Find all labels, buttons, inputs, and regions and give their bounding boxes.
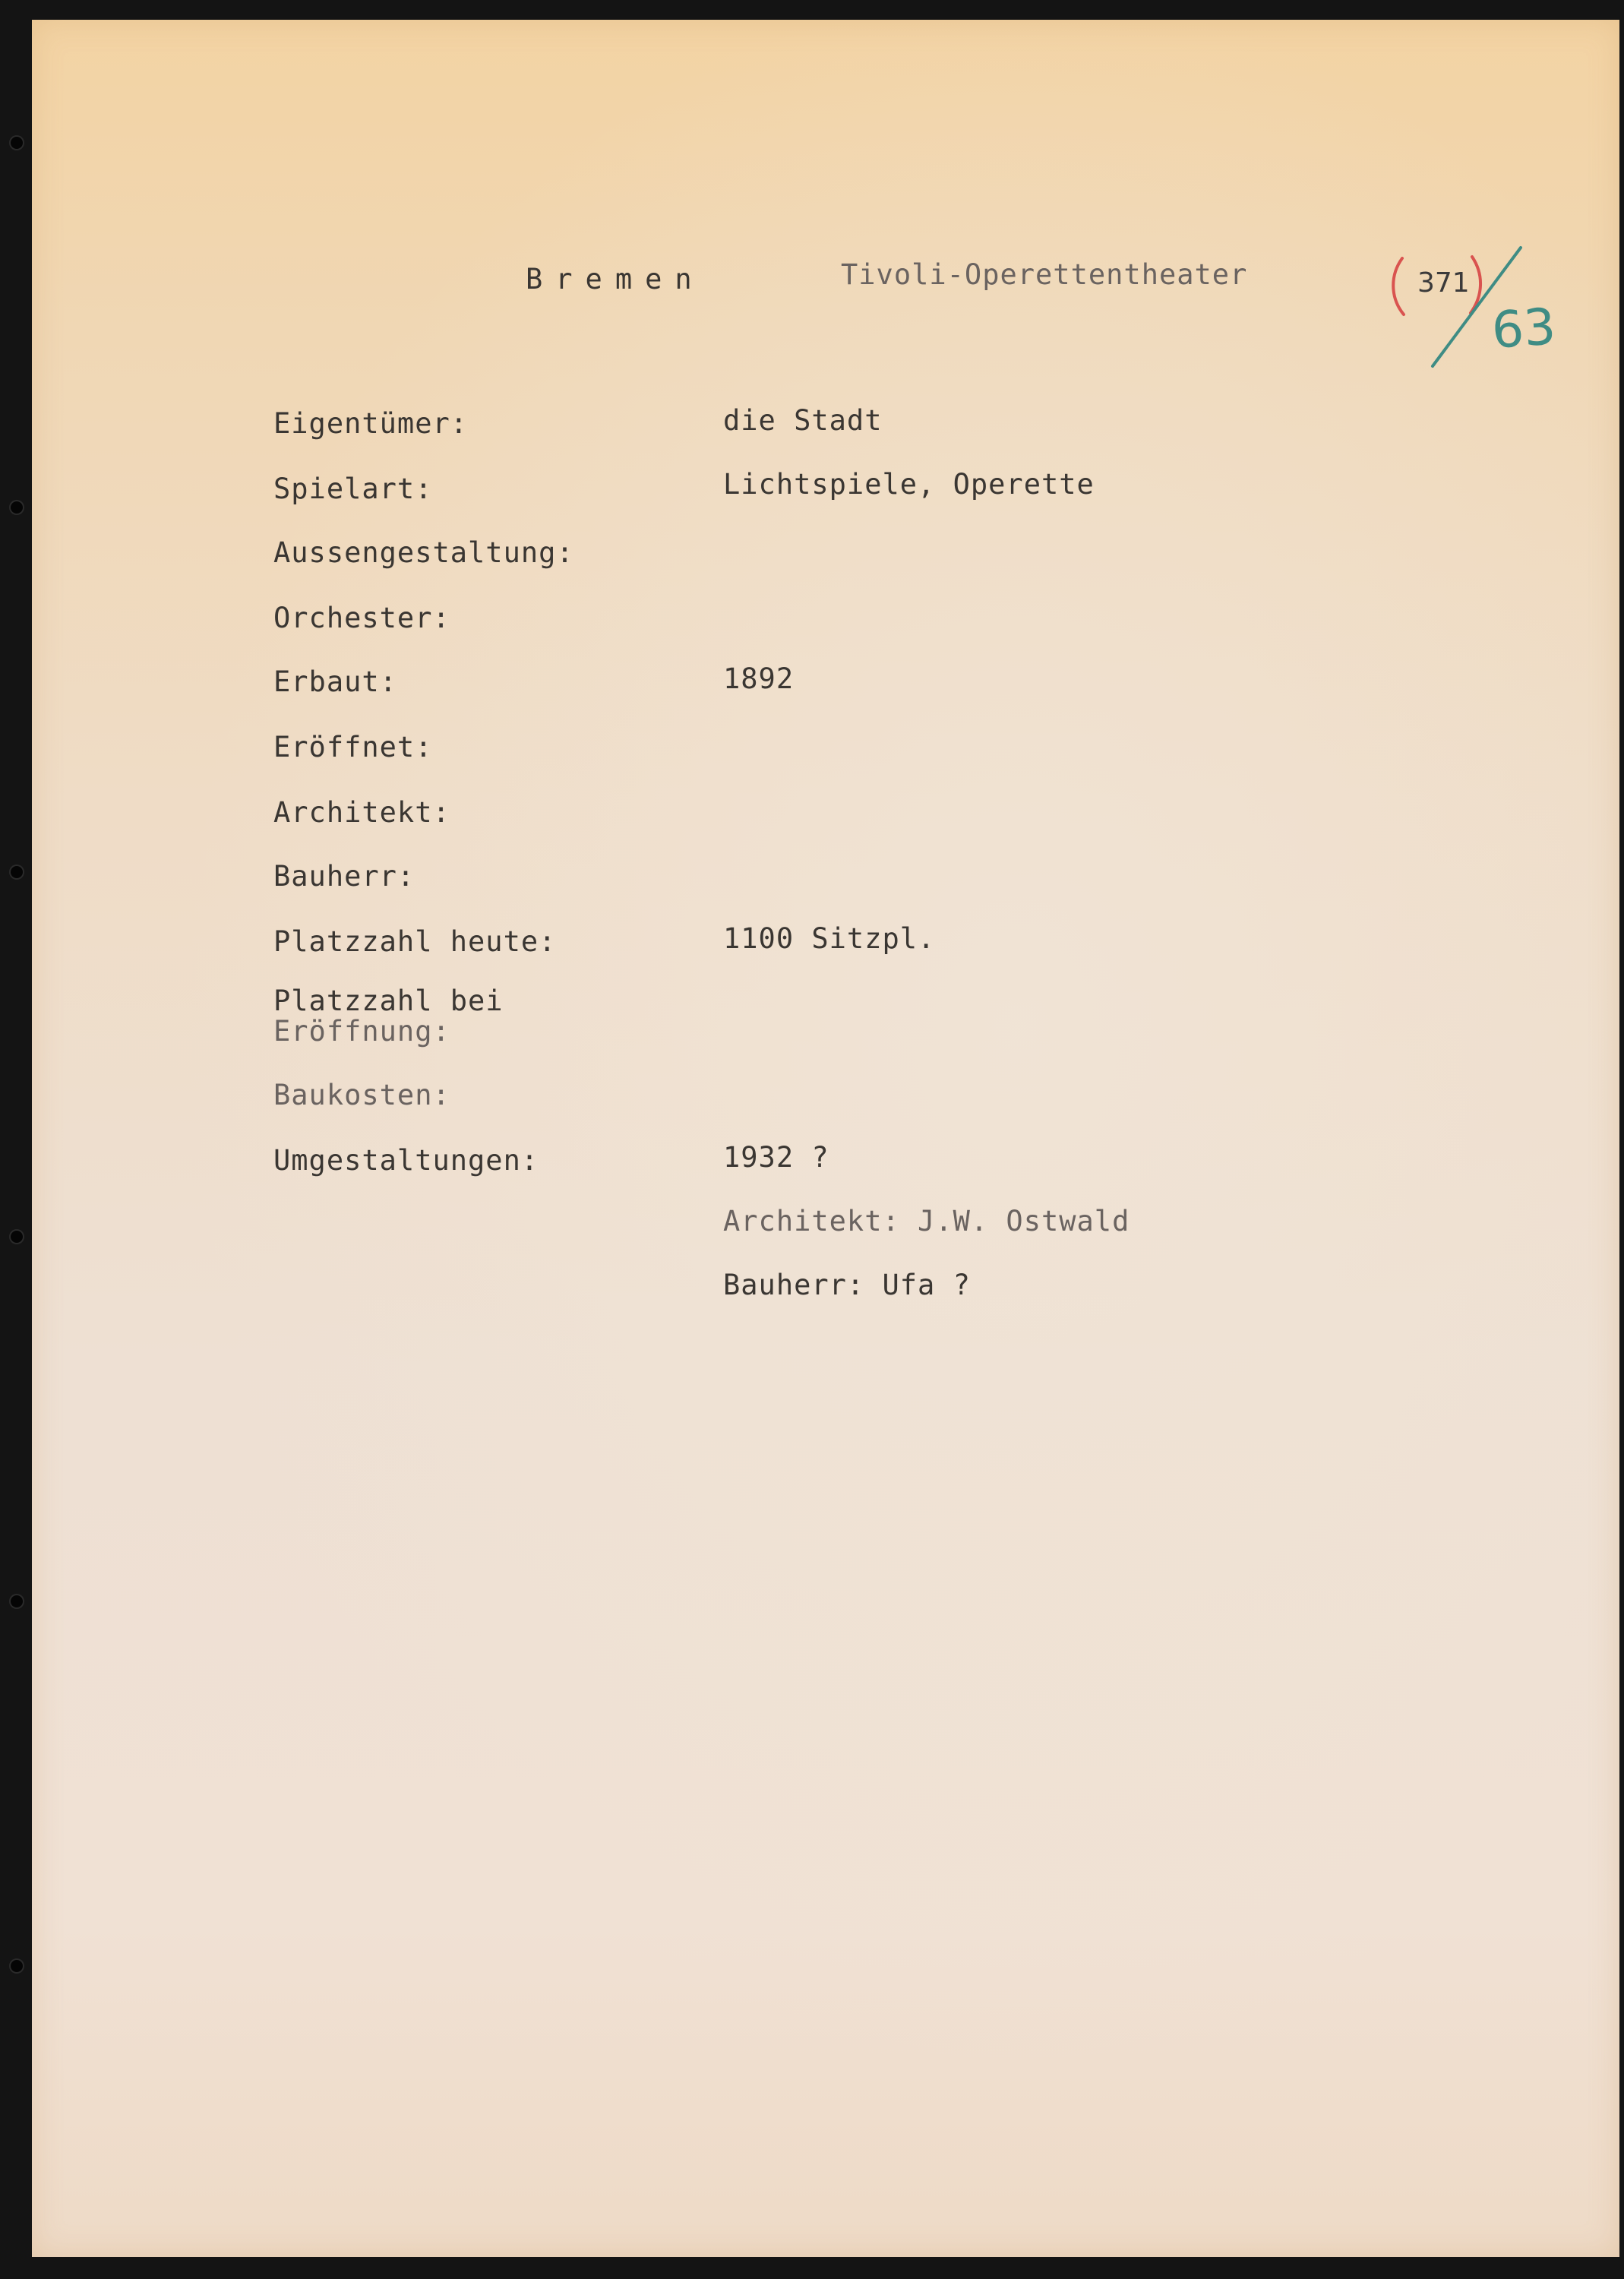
value-umgestaltungen-bauherr: Bauherr: Ufa ? — [723, 1269, 971, 1301]
punch-hole — [11, 866, 23, 878]
label-bauherr: Bauherr: — [273, 860, 415, 893]
value-platzzahl-heute: 1100 Sitzpl. — [723, 922, 936, 955]
document-page — [32, 20, 1619, 2257]
label-architekt: Architekt: — [273, 796, 450, 829]
header-city: Bremen — [526, 263, 705, 296]
archive-number-top: 371 — [1417, 267, 1470, 299]
punch-hole — [11, 1960, 23, 1972]
label-platzzahl-heute: Platzzahl heute: — [273, 925, 557, 958]
archive-number-bottom: 63 — [1490, 297, 1558, 360]
punch-hole — [11, 501, 23, 514]
archive-number — [1376, 245, 1574, 389]
punch-hole — [11, 1595, 23, 1607]
label-erbaut: Erbaut: — [273, 665, 397, 698]
label-umgestaltungen: Umgestaltungen: — [273, 1144, 539, 1177]
label-aussengestaltung: Aussengestaltung: — [273, 536, 574, 569]
label-spielart: Spielart: — [273, 473, 433, 505]
label-platzzahl-bei-line2: Eröffnung: — [273, 1015, 450, 1048]
value-erbaut: 1892 — [723, 662, 795, 695]
header-theater: Tivoli-Operettentheater — [841, 258, 1248, 291]
punch-hole — [11, 137, 23, 149]
label-orchester: Orchester: — [273, 602, 450, 634]
value-umgestaltungen: 1932 ? — [723, 1141, 829, 1174]
value-eigentuemer: die Stadt — [723, 404, 883, 437]
label-baukosten: Baukosten: — [273, 1079, 450, 1111]
value-spielart: Lichtspiele, Operette — [723, 468, 1095, 501]
label-eigentuemer: Eigentümer: — [273, 407, 469, 440]
label-eroeffnet: Eröffnet: — [273, 731, 433, 763]
label-platzzahl-bei-line1: Platzzahl bei — [273, 985, 504, 1017]
value-umgestaltungen-architekt: Architekt: J.W. Ostwald — [723, 1205, 1130, 1237]
punch-hole — [11, 1231, 23, 1243]
